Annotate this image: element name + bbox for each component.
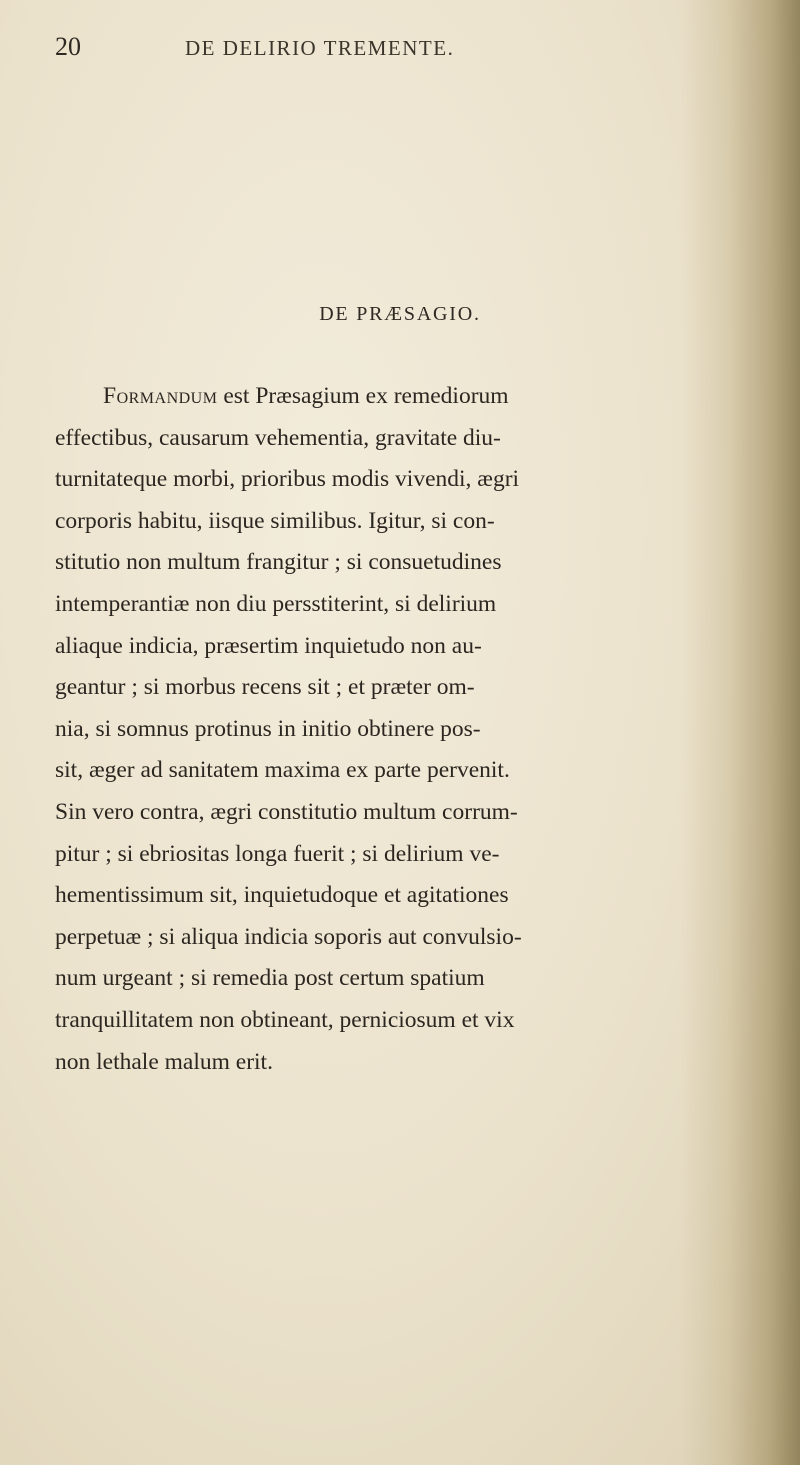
text-line: turnitateque morbi, prioribus modis vivendi, ægri <box>55 466 520 493</box>
text-line: Sin vero contra, ægri constitutio multum corrum- <box>55 798 518 825</box>
text-line: corporis habitu, iisque similibus. Igitur, si con- <box>55 507 495 534</box>
paragraph <box>55 376 755 1083</box>
text-line: nia, si somnus protinus in initio obtinere pos- <box>55 715 481 742</box>
text-line: non lethale malum erit. <box>55 1048 273 1075</box>
text-line: aliaque indicia, præsertim inquietudo non au- <box>55 632 482 659</box>
text-line: perpetuæ ; si aliqua indicia soporis aut convulsio- <box>55 923 522 950</box>
text-line <box>55 376 755 418</box>
page-number: 20 <box>55 32 81 61</box>
text-line: sit, æger ad sanitatem maxima ex parte pervenit. <box>55 757 510 784</box>
text-line: num urgeant ; si remedia post certum spatium <box>55 965 485 992</box>
text-line: intemperantiæ non diu persstiterint, si delirium <box>55 590 497 617</box>
text-line-rest: est Præsagium ex remediorum <box>217 383 509 409</box>
text-line: geantur ; si morbus recens sit ; et præter om- <box>55 674 475 701</box>
text-line: stitutio non multum frangitur ; si consuetudines <box>55 549 502 576</box>
text-line: pitur ; si ebriositas longa fuerit ; si delirium ve- <box>55 840 500 867</box>
text-line: hementissimum sit, inquietudoque et agitationes <box>55 882 509 909</box>
text-line: effectibus, causarum vehementia, gravitate diu- <box>55 424 501 451</box>
running-title: DE DELIRIO TREMENTE. <box>185 36 455 60</box>
running-head <box>55 32 735 72</box>
section-heading: DE PRÆSAGIO. <box>319 303 481 325</box>
lead-word: Formandum <box>103 383 218 409</box>
text-line: tranquillitatem non obtineant, perniciosum et vix <box>55 1006 515 1033</box>
